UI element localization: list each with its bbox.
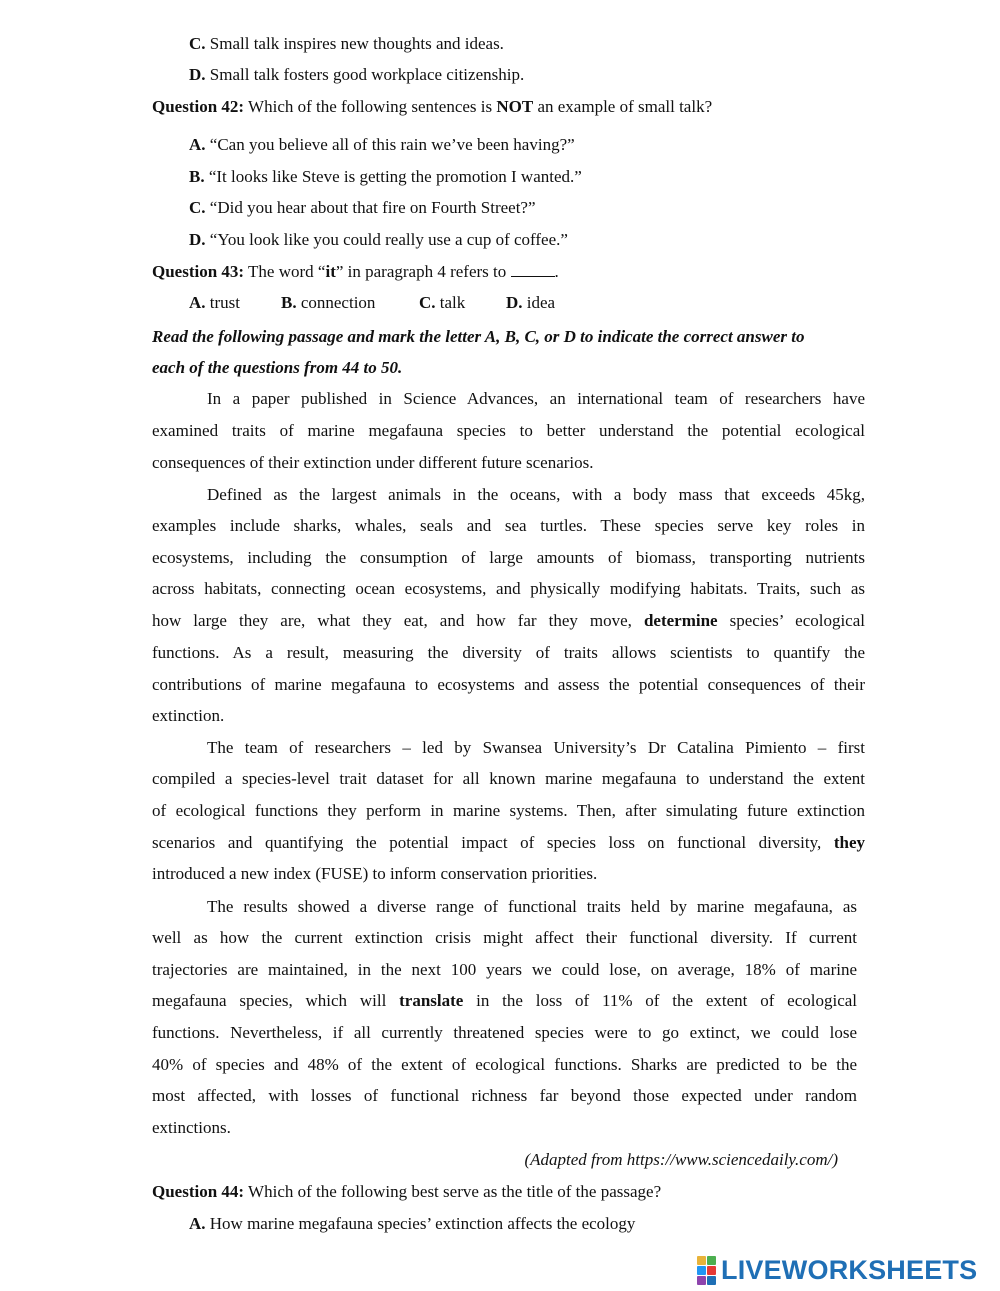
passage-p4-line-1: The results showed a diverse range of functional traits held by marine megafauna, as bbox=[207, 897, 857, 916]
q43-option-a: A. trust bbox=[189, 293, 241, 312]
highlight-they: they bbox=[833, 833, 866, 852]
passage-p2-line-5: how large they are, what they eat, and how far they move, determine species’ ecological bbox=[152, 611, 865, 630]
highlight-determine: determine bbox=[643, 611, 718, 630]
passage-p4-line-4: megafauna species, which will translate in the loss of 11% of the extent of ecological bbox=[152, 991, 858, 1010]
passage-p2-line-8: extinction. bbox=[152, 706, 225, 725]
q41-option-c: C. Small talk inspires new thoughts and ideas. bbox=[189, 34, 504, 53]
passage-p3-line-3: of ecological functions they perform in marine systems. Then, after simulating future extinction bbox=[152, 801, 865, 820]
q43-option-d: D. idea bbox=[506, 293, 556, 312]
logo-wordmark: LIVEWORKSHEETS bbox=[721, 1254, 978, 1285]
q43-options bbox=[189, 292, 555, 314]
q42-option-b: B. “It looks like Steve is getting the promotion I wanted.” bbox=[189, 167, 582, 186]
passage-p3-line-5: introduced a new index (FUSE) to inform conservation priorities. bbox=[152, 864, 598, 883]
q43-option-c: C. talk bbox=[419, 293, 466, 312]
logo-square-5 bbox=[697, 1276, 706, 1285]
passage-p4-line-2: well as how the current extinction crisis might affect their functional diversity. If current bbox=[152, 928, 857, 947]
passage-p3-line-2: compiled a species-level trait dataset for all known marine megafauna to understand the extent bbox=[152, 769, 865, 788]
passage-p2-line-2: examples include sharks, whales, seals and sea turtles. These species serve key roles in bbox=[152, 516, 865, 535]
q42-option-a: A. “Can you believe all of this rain we’ve been having?” bbox=[189, 135, 575, 154]
logo-square-4 bbox=[707, 1266, 716, 1275]
highlight-translate: translate bbox=[399, 991, 464, 1010]
logo-square-3 bbox=[697, 1266, 706, 1275]
q41-option-d: D. Small talk fosters good workplace citizenship. bbox=[189, 65, 525, 84]
passage-p4-line-8: extinctions. bbox=[152, 1118, 231, 1137]
passage-p1-line-2: examined traits of marine megafauna species to better understand the potential ecological bbox=[152, 421, 865, 440]
passage-p4-line-3: trajectories are maintained, in the next 100 years we could lose, on average, 18% of marine bbox=[152, 960, 857, 979]
instructions-line-2: each of the questions from 44 to 50. bbox=[152, 358, 403, 377]
answer-blank bbox=[511, 262, 555, 277]
liveworksheets-logo bbox=[697, 1255, 977, 1285]
passage-p2-line-6: functions. As a result, measuring the diversity of traits allows scientists to quantify the bbox=[152, 643, 865, 662]
passage-p4-line-5: functions. Nevertheless, if all currently threatened species were to go extinct, we could lose bbox=[152, 1023, 857, 1042]
passage-p3-line-4: scenarios and quantifying the potential impact of species loss on functional diversity, they bbox=[152, 833, 866, 852]
q42-option-c: C. “Did you hear about that fire on Fourth Street?” bbox=[189, 198, 536, 217]
passage-p2-line-7: contributions of marine megafauna to ecosystems and assess the potential consequences of their bbox=[152, 675, 865, 694]
passage-p4-line-7: most affected, with losses of functional richness far beyond those expected under random bbox=[152, 1086, 857, 1105]
q43-stem: Question 43: The word “it” in paragraph 4 refers to . bbox=[152, 262, 559, 281]
q42-stem: Question 42: Which of the following sentences is NOT an example of small talk? bbox=[152, 97, 713, 116]
passage-p4-line-6: 40% of species and 48% of the extent of ecological functions. Sharks are predicted to be the bbox=[152, 1055, 857, 1074]
q44-stem: Question 44: Which of the following best serve as the title of the passage? bbox=[152, 1182, 662, 1201]
q42-option-d: D. “You look like you could really use a cup of coffee.” bbox=[189, 230, 568, 249]
passage-p1-line-3: consequences of their extinction under different future scenarios. bbox=[152, 453, 594, 472]
logo-square-6 bbox=[707, 1276, 716, 1285]
passage-p2-line-4: across habitats, connecting ocean ecosystems, and physically modifying habitats. Traits, such as bbox=[152, 579, 865, 598]
passage-p1-line-1: In a paper published in Science Advances, an international team of researchers have bbox=[207, 389, 865, 408]
passage-p2-line-1: Defined as the largest animals in the oceans, with a body mass that exceeds 45kg, bbox=[207, 485, 865, 504]
liveworksheets-logo-icon bbox=[697, 1256, 716, 1285]
q44-option-a: A. How marine megafauna species’ extinction affects the ecology bbox=[189, 1214, 636, 1233]
logo-square-1 bbox=[697, 1256, 706, 1265]
instructions-line-1: Read the following passage and mark the letter A, B, C, or D to indicate the correct answer to bbox=[152, 327, 805, 346]
q43-option-b: B. connection bbox=[281, 293, 376, 312]
passage-p2-line-3: ecosystems, including the consumption of large amounts of biomass, transporting nutrients bbox=[152, 548, 865, 567]
logo-square-2 bbox=[707, 1256, 716, 1265]
passage-p3-line-1: The team of researchers – led by Swansea University’s Dr Catalina Pimiento – first bbox=[207, 738, 865, 757]
passage-source: (Adapted from https://www.sciencedaily.com/) bbox=[524, 1150, 838, 1169]
